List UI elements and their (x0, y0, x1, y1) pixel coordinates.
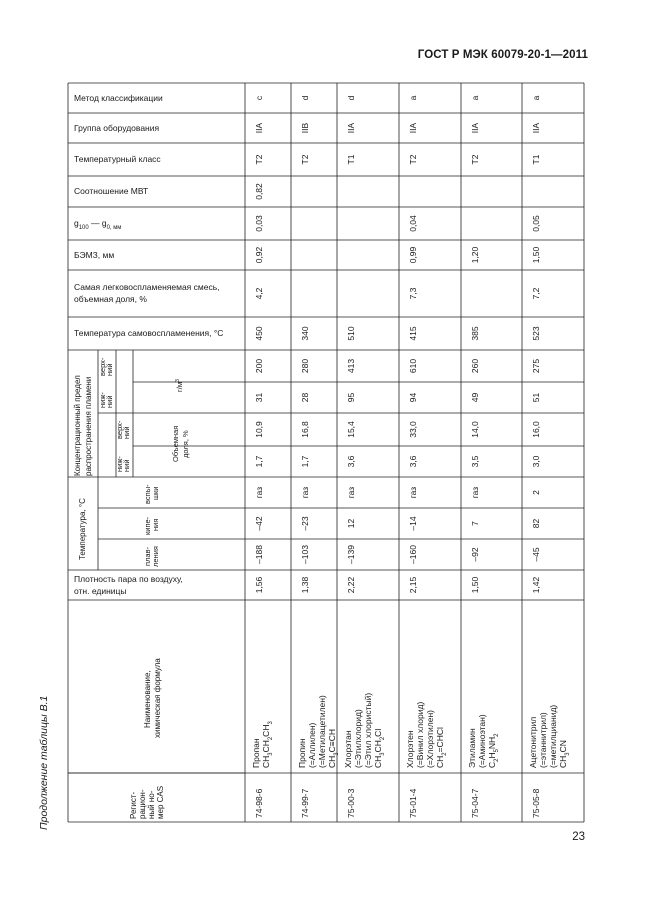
cell-cas-number: 74-98-6 (254, 788, 264, 818)
label-vol-upper-2: ний (122, 426, 131, 439)
cell-substance-name: (=Этилхлорид) (353, 709, 363, 768)
label-temperature-group: Температура, °С (78, 498, 87, 560)
cell-gm3-upper: 260 (470, 358, 480, 374)
cell-vol-lower: 3,0 (531, 455, 541, 468)
label-gm3-unit: $г/м^3$ (175, 379, 184, 392)
cell-mixture: 4,2 (254, 287, 264, 300)
label-gm3-upper-1: верх- (98, 357, 107, 376)
label-vol-upper-1: верх- (115, 420, 124, 439)
cell-melt: –103 (300, 545, 310, 564)
cell-melt: –160 (408, 545, 418, 564)
cell-vol-upper: 16,0 (531, 421, 541, 438)
cell-substance-name: (=Аллилен) (307, 722, 317, 768)
label-cas-3: ный но- (147, 790, 156, 819)
cell-gm3-upper: 413 (346, 358, 356, 374)
cell-bzmz: 1,20 (470, 246, 480, 264)
label-method: Метод классификации (74, 93, 163, 103)
cell-density: 2,22 (346, 576, 356, 594)
label-cas-2: рацион- (138, 789, 147, 819)
cell-method: d (346, 95, 356, 101)
cell-boil: –14 (408, 516, 418, 531)
cell-density: 2,15 (408, 576, 418, 594)
label-gm3-lower-1: ниж- (98, 392, 107, 408)
label-gm3-lower-2: ний (105, 395, 114, 408)
cell-vol-upper: 33,0 (408, 421, 418, 438)
label-density-line2: отн. единицы (74, 586, 127, 596)
cell-gm3-upper: 200 (254, 358, 264, 374)
cell-g100: 0,04 (408, 215, 418, 232)
cell-bzmz: 0,92 (254, 246, 264, 264)
cell-density: 1,50 (470, 576, 480, 594)
label-conc-group-2: распространения пламени (84, 376, 93, 476)
cell-gm3-lower: 31 (254, 392, 264, 403)
cell-flash: газ (408, 486, 418, 499)
label-cas-1: Регист- (129, 791, 138, 819)
cell-vol-lower: 1,7 (254, 455, 264, 468)
label-mixture-line2: объемная доля, % (74, 294, 147, 304)
label-name-2: химическая формула (153, 658, 162, 738)
label-vol-lower-1: ниж- (115, 456, 124, 472)
cell-group: IIA (346, 122, 356, 134)
label-boil-1: кипе- (143, 516, 152, 535)
label-equipment-group: Группа оборудования (74, 123, 160, 133)
cell-group: IIA (470, 122, 480, 134)
cell-chemical-formula: $CH_3CN$ (558, 740, 571, 768)
cell-substance-name: (=Винил хлорид) (415, 701, 425, 768)
label-melt-1: плав- (143, 546, 152, 566)
cell-group: IIA (408, 122, 418, 134)
cell-bzmz: 1,50 (531, 246, 541, 264)
label-mvt-ratio: Соотношение МВТ (74, 186, 149, 196)
cell-melt: –188 (254, 545, 264, 564)
cell-gm3-lower: 94 (408, 392, 418, 403)
cell-vol-lower: 3,6 (346, 455, 356, 468)
label-mesg: БЭМЗ, мм (74, 250, 115, 260)
cell-group: IIA (254, 122, 264, 134)
cell-group: IIA (531, 122, 541, 134)
cell-temp-class: T1 (346, 154, 356, 165)
cell-chemical-formula: $C_2H_5NH_2$ (487, 733, 500, 768)
cell-substance-name: (=Хлорэтилен) (425, 710, 435, 768)
cell-flash: 2 (531, 490, 541, 495)
cell-autoign: 340 (300, 326, 310, 341)
cell-method: a (531, 95, 541, 101)
label-autoignition: Температура самовоспламенения, °С (74, 328, 224, 338)
cell-method: a (470, 95, 480, 101)
cell-melt: –139 (346, 545, 356, 564)
cell-autoign: 415 (408, 326, 418, 341)
cell-autoign: 450 (254, 326, 264, 341)
cell-mixture: 7,2 (531, 287, 541, 300)
cell-method: c (254, 95, 264, 101)
cell-chemical-formula: $CH_3C\equiv CH$ (327, 729, 340, 768)
cell-flash: газ (470, 486, 480, 499)
row-labels (73, 93, 223, 819)
cell-temp-class: T2 (408, 154, 418, 165)
cell-cas-number: 74-99-7 (300, 788, 310, 818)
cell-g100: 0,05 (531, 215, 541, 232)
cell-cas-number: 75-00-3 (346, 788, 356, 818)
cell-substance-name: Хлорэтан (343, 730, 353, 768)
cell-chemical-formula: $CH_3CH_2Cl$ (373, 728, 386, 768)
cell-mvt: 0,82 (254, 183, 264, 200)
label-density-line1: Плотность пара по воздуху, (74, 574, 183, 584)
standard-header: ГОСТ Р МЭК 60079-20-1—2011 (417, 49, 588, 61)
cell-chemical-formula: $CH_3CH_2CH_3$ (261, 721, 274, 768)
cell-boil: –23 (300, 516, 310, 531)
cell-flash: газ (254, 486, 264, 499)
cell-substance-name: Хлорэтен (405, 730, 415, 768)
cell-vol-lower: 1,7 (300, 455, 310, 468)
cell-substance-name: (=Метилацетилен) (317, 695, 327, 768)
cell-vol-upper: 10,9 (254, 421, 264, 438)
cell-autoign: 510 (346, 326, 356, 341)
label-gm3-upper-2: ний (105, 363, 114, 376)
cell-substance-name: (=Этил хлористый) (363, 692, 373, 768)
cell-flash: газ (346, 486, 356, 499)
cell-mixture: 7,3 (408, 287, 418, 300)
cell-vol-upper: 16,8 (300, 421, 310, 438)
label-name-1: Наименование, (143, 670, 152, 728)
cell-substance-name: Пропин (297, 738, 307, 768)
cell-gm3-upper: 280 (300, 358, 310, 374)
cell-vol-lower: 3,6 (408, 455, 418, 468)
cell-temp-class: T2 (470, 154, 480, 165)
label-vol-unit-2: доля, % (181, 430, 190, 458)
label-melt-2: ления (151, 546, 160, 567)
cell-density: 1,42 (531, 576, 541, 594)
cell-density: 1,38 (300, 576, 310, 594)
label-g100: $g_{100}$ — $g_{0, мм}$ (74, 218, 122, 231)
cell-gm3-upper: 610 (408, 358, 418, 374)
cell-substance-name: Ацетонитрил (528, 716, 538, 768)
cell-substance-name: (=метилцианид) (548, 704, 558, 768)
cell-chemical-formula: $CH_2=CHCl$ (435, 727, 448, 768)
cell-gm3-upper: 275 (531, 358, 541, 374)
label-flash-2: шки (151, 486, 160, 500)
cell-gm3-lower: 95 (346, 392, 356, 403)
cell-substance-name: (=этаннитрил) (538, 712, 548, 768)
cell-flash: газ (300, 486, 310, 499)
cell-vol-upper: 15,4 (346, 421, 356, 438)
cell-substance-name: (=Аминоэтан) (477, 714, 487, 768)
cell-temp-class: T2 (300, 154, 310, 165)
cell-temp-class: T2 (254, 154, 264, 165)
label-vol-unit-1: Объемная (171, 425, 180, 462)
cell-group: IIB (300, 122, 310, 134)
cell-boil: 7 (470, 521, 480, 526)
cell-substance-name: Этиламин (467, 728, 477, 768)
cell-g100: 0,03 (254, 215, 264, 232)
cell-cas-number: 75-01-4 (408, 788, 418, 818)
cell-gm3-lower: 49 (470, 392, 480, 403)
cell-density: 1,56 (254, 576, 264, 594)
table-caption: Продолжение таблицы В.1 (38, 695, 50, 830)
cell-method: a (408, 95, 418, 101)
cell-vol-upper: 14,0 (470, 421, 480, 438)
cell-autoign: 523 (531, 326, 541, 341)
cell-cas-number: 75-04-7 (470, 788, 480, 818)
cell-autoign: 385 (470, 326, 480, 341)
label-boil-2: ния (151, 518, 160, 531)
label-flash-1: вспы- (143, 484, 152, 504)
cell-gm3-lower: 28 (300, 392, 310, 403)
label-cas-4: мер CAS (156, 785, 165, 819)
table-cells (251, 95, 571, 818)
cell-boil: 82 (531, 518, 541, 529)
cell-method: d (300, 95, 310, 101)
cell-substance-name: Пропан (251, 738, 261, 768)
cell-gm3-lower: 51 (531, 392, 541, 403)
cell-temp-class: T1 (531, 154, 541, 165)
cell-boil: –42 (254, 516, 264, 531)
label-temperature-class: Температурный класс (74, 154, 161, 164)
label-conc-group-1: Концентрационный предел (73, 375, 82, 476)
page-number: 23 (572, 831, 585, 843)
cell-bzmz: 0,99 (408, 246, 418, 264)
label-vol-lower-2: ний (122, 459, 131, 472)
cell-vol-lower: 3,5 (470, 455, 480, 468)
cell-melt: –45 (531, 547, 541, 562)
cell-cas-number: 75-05-8 (531, 788, 541, 818)
cell-boil: 12 (346, 518, 356, 529)
label-mixture-line1: Самая легковоспламеняемая смесь, (74, 282, 220, 292)
cell-melt: –92 (470, 547, 480, 562)
